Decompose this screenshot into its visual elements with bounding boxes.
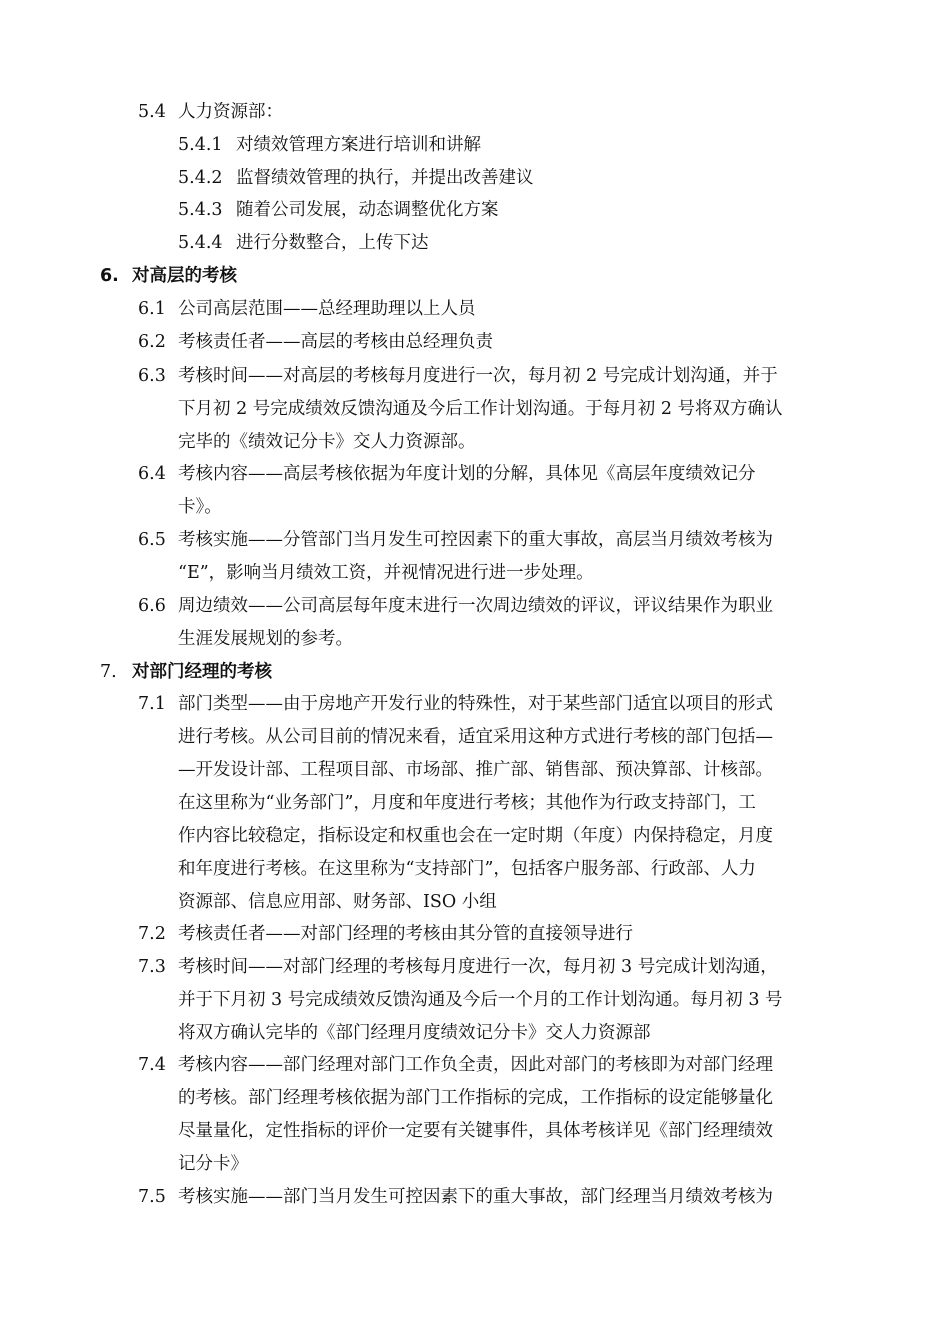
item-7-1-line: 部门类型——由于房地产开发行业的特殊性，对于某些部门适宜以项目的形式 xyxy=(178,694,773,714)
item-5-4-1-number: 5.4.1 xyxy=(178,135,223,155)
item-7-1-line: 作内容比较稳定，指标设定和权重也会在一定时期（年度）内保持稳定，月度 xyxy=(178,826,773,846)
item-6-5-number: 6.5 xyxy=(138,530,166,550)
item-7-2-number: 7.2 xyxy=(138,924,166,944)
item-7-5-text xyxy=(178,1181,838,1214)
item-7-5-line: 考核实施——部门当月发生可控因素下的重大事故，部门经理当月绩效考核为 xyxy=(178,1187,773,1207)
item-5-4-2-text: 监督绩效管理的执行，并提出改善建议 xyxy=(236,168,534,188)
item-7-3-line: 考核时间——对部门经理的考核每月度进行一次，每月初 3 号完成计划沟通， xyxy=(178,957,778,977)
item-7-3-number: 7.3 xyxy=(138,957,166,977)
item-6-5-line: “E”，影响当月绩效工资，并视情况进行进一步处理。 xyxy=(178,563,594,583)
item-6-4-text xyxy=(178,458,838,524)
item-6-1-line: 公司高层范围——总经理助理以上人员 xyxy=(178,299,476,319)
item-5-4-3-number: 5.4.3 xyxy=(178,200,223,220)
item-6-3-line: 考核时间——对高层的考核每月度进行一次，每月初 2 号完成计划沟通，并于 xyxy=(178,366,778,386)
item-5-4-3-text: 随着公司发展，动态调整优化方案 xyxy=(236,200,499,220)
item-6-6-text xyxy=(178,590,838,656)
item-7-4-line: 记分卡》 xyxy=(178,1154,248,1174)
item-6-4-line: 考核内容——高层考核依据为年度计划的分解，具体见《高层年度绩效记分 xyxy=(178,464,756,484)
section-5-4-title: 人力资源部： xyxy=(178,102,283,122)
item-5-4-1-text: 对绩效管理方案进行培训和讲解 xyxy=(236,135,481,155)
item-6-1-text xyxy=(178,293,838,326)
item-7-4-line: 的考核。部门经理考核依据为部门工作指标的完成，工作指标的设定能够量化 xyxy=(178,1088,773,1108)
item-7-3-text xyxy=(178,951,838,1050)
item-7-5-number: 7.5 xyxy=(138,1187,166,1207)
item-7-1-line: 在这里称为“业务部门”，月度和年度进行考核；其他作为行政支持部门，工 xyxy=(178,793,756,813)
item-6-5-line: 考核实施——分管部门当月发生可控因素下的重大事故，高层当月绩效考核为 xyxy=(178,530,773,550)
item-7-2-text xyxy=(178,918,838,951)
item-6-6-line: 生涯发展规划的参考。 xyxy=(178,629,353,649)
item-6-3-number: 6.3 xyxy=(138,366,166,386)
item-5-4-4-text: 进行分数整合，上传下达 xyxy=(236,233,429,253)
item-6-4-line: 卡》。 xyxy=(178,497,222,517)
item-7-3-line: 并于下月初 3 号完成绩效反馈沟通及今后一个月的工作计划沟通。每月初 3 号 xyxy=(178,990,783,1010)
section-7-number: 7. xyxy=(100,662,117,682)
item-7-1-number: 7.1 xyxy=(138,694,166,714)
item-7-3-line: 将双方确认完毕的《部门经理月度绩效记分卡》交人力资源部 xyxy=(178,1023,651,1043)
item-6-3-line: 下月初 2 号完成绩效反馈沟通及今后工作计划沟通。于每月初 2 号将双方确认 xyxy=(178,399,783,419)
item-7-1-text xyxy=(178,688,838,919)
item-7-4-number: 7.4 xyxy=(138,1055,166,1075)
section-6-heading: 对高层的考核 xyxy=(132,266,237,286)
item-6-3-text xyxy=(178,360,838,459)
item-6-3-line: 完毕的《绩效记分卡》交人力资源部。 xyxy=(178,432,476,452)
section-5-4-number: 5.4 xyxy=(138,102,166,122)
item-7-1-line: 进行考核。从公司目前的情况来看，适宜采用这种方式进行考核的部门包括— xyxy=(178,727,773,747)
item-5-4-2-number: 5.4.2 xyxy=(178,168,223,188)
item-6-2-number: 6.2 xyxy=(138,332,166,352)
item-7-4-line: 尽量量化，定性指标的评价一定要有关键事件，具体考核详见《部门经理绩效 xyxy=(178,1121,773,1141)
item-6-5-text xyxy=(178,524,838,590)
item-7-1-line: 资源部、信息应用部、财务部、ISO 小组 xyxy=(178,892,497,912)
item-6-4-number: 6.4 xyxy=(138,464,166,484)
item-6-1-number: 6.1 xyxy=(138,299,166,319)
item-7-2-line: 考核责任者——对部门经理的考核由其分管的直接领导进行 xyxy=(178,924,633,944)
section-7-heading: 对部门经理的考核 xyxy=(132,662,272,682)
item-7-4-text xyxy=(178,1049,838,1181)
item-6-2-line: 考核责任者——高层的考核由总经理负责 xyxy=(178,332,493,352)
item-6-2-text xyxy=(178,326,838,359)
section-6-number: 6. xyxy=(100,266,119,286)
item-7-4-line: 考核内容——部门经理对部门工作负全责，因此对部门的考核即为对部门经理 xyxy=(178,1055,773,1075)
item-7-1-line: 和年度进行考核。在这里称为“支持部门”，包括客户服务部、行政部、人力 xyxy=(178,859,756,879)
item-5-4-4-number: 5.4.4 xyxy=(178,233,223,253)
item-6-6-number: 6.6 xyxy=(138,596,166,616)
item-6-6-line: 周边绩效——公司高层每年度末进行一次周边绩效的评议，评议结果作为职业 xyxy=(178,596,773,616)
item-7-1-line: —开发设计部、工程项目部、市场部、推广部、销售部、预决算部、计核部。 xyxy=(178,760,773,780)
